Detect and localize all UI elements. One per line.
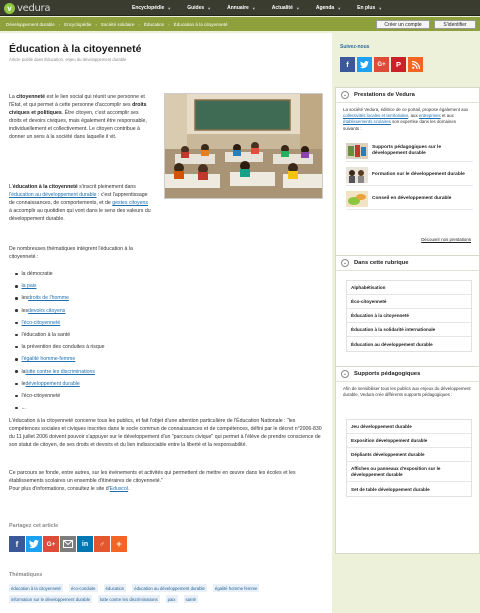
breadcrumb-bar [0,17,480,31]
classroom-photo [164,93,323,199]
entreprises-link[interactable]: entreprises [418,113,441,119]
twitter-icon[interactable] [357,57,372,72]
prestation-item[interactable] [346,188,473,210]
list-item[interactable] [15,366,155,378]
edd-link[interactable]: l'éducation au développement durable [9,192,97,198]
list-item[interactable] [15,305,155,317]
googleplus-icon[interactable]: G+ [374,57,389,72]
more-info-paragraph [9,485,323,493]
nav-item-label: Encyclopédie [132,5,165,11]
main-content [0,33,332,613]
supports-panel [335,366,480,554]
tag[interactable]: égalité homme femme [214,585,258,591]
tag[interactable]: paix [167,596,176,602]
theme-link[interactable]: développement durable [25,380,80,387]
nav-item-label: En plus [357,5,376,11]
breadcrumb-separator-icon: › [58,21,61,27]
linkedin-icon[interactable]: in [77,536,93,552]
list-item [15,268,155,280]
chevron-down-icon: ▼ [378,5,383,11]
rubrique-item[interactable]: Éducation à la solidarité internationale [347,323,471,337]
sidebar [335,33,480,613]
discover-prestations-link[interactable]: Découvrir nos prestations [421,237,471,242]
nav-item-en-plus[interactable] [349,5,390,11]
twitter-icon[interactable] [26,536,42,552]
list-item [15,329,155,341]
theme-prefix: les [21,307,29,314]
theme-link[interactable]: lutte contre les discriminations [25,368,96,375]
panel-header[interactable] [336,367,479,382]
page-title: Éducation à la citoyenneté [9,43,142,55]
text-span: L' [9,184,13,190]
more-share-icon[interactable]: + [111,536,127,552]
prestation-label: Supports pédagogiques sur le développement durable [372,144,442,156]
theme-label: la démocratie [21,271,53,278]
prestation-label: Formation sur le développement durable [372,171,465,177]
theme-link[interactable]: la paix [21,283,37,290]
chevron-down-icon: ▼ [251,5,256,11]
text-span: s'inscrit pleinement dans [77,184,136,190]
follow-title: Suivez-nous [340,44,370,50]
breadcrumb-separator-icon: › [168,21,170,27]
text-span: , aux [408,113,419,119]
breadcrumb-item[interactable]: Société solidaire [100,21,135,27]
facebook-icon[interactable]: f [340,57,355,72]
education-nationale-paragraph: L'éducation à la citoyenneté concerne tous les publics, et fait l'objet d'une attention particulière de l'Éducation Nationale : "les compétences sociales et civiques inscrites dans le socle commun de connaissances et de compétences, défini par le décret n°2006-830 du 11 juillet 2006 doivent pouvoir s'appuyer sur le développement d'un "parcours civique" qui permet à l'élève de prendre conscience de son statut de citoyen, de ses droits et devoirs et du lien indissociable entre la liberté et la responsabilité. [9,418,322,448]
chevron-down-icon: ⌄ [342,92,348,98]
theme-link[interactable]: l'éco-citoyenneté [21,319,61,326]
facebook-icon[interactable]: f [9,536,25,552]
list-item [15,402,155,414]
rubrique-item[interactable]: Éducation à la citoyenneté [347,309,471,323]
intro-paragraph [9,93,151,141]
support-item[interactable]: Jeu développement durable [347,420,471,434]
tag[interactable]: éducation au développement durable [134,585,205,591]
breadcrumb-item[interactable]: Développement durable [6,21,55,27]
text-span: à accomplir au quotidien qui vont dans le sens des valeurs du développement durable. [9,208,151,222]
nav-item-encyclopedie[interactable] [124,5,179,11]
theme-prefix: les [21,295,29,302]
list-item [15,390,155,402]
tag-list [9,584,329,603]
theme-prefix: la [21,368,26,375]
formation-thumbnail [346,167,368,183]
panel-title: Dans cette rubrique [354,260,409,266]
list-item[interactable] [15,317,155,329]
prestations-intro [336,103,479,136]
tag[interactable]: lutte contre les discriminations [100,596,158,602]
list-item[interactable] [15,378,155,390]
panel-header[interactable] [336,88,479,103]
bold-term: citoyenneté [16,94,46,100]
theme-label: l'éco-citoyenneté [21,392,61,399]
panel-header[interactable] [336,256,479,271]
etablissements-link[interactable]: établissements scolaires [343,119,391,125]
breadcrumb-item[interactable]: Éducation [143,21,165,27]
prestations-panel [335,87,480,258]
text-span: : c'est l'apprentissage de connaissances, de comportements, et de [9,192,148,206]
create-account-button[interactable]: Créer un compte [376,20,430,29]
tags-title: Thématiques [9,572,43,578]
share-title: Partagez cet article [9,523,59,529]
supports-intro: Afin de sensibiliser tous les publics aux enjeux du développement durable, Vedura crée différents supports pédagogiques : [343,386,471,398]
breadcrumb-separator-icon: › [95,21,97,27]
googleplus-icon[interactable]: G+ [43,536,59,552]
support-item[interactable]: Affiches ou panneaux d'exposition sur le développement durable [347,462,471,482]
nav-item-label: Actualité [271,5,293,11]
breadcrumb-current: Éducation à la citoyenneté [173,21,228,27]
text-span: est le lien social qui réunit une personne et l'État, et qui permet à cette personne d'accomplir ses [9,94,145,108]
nav-item-annuaire[interactable] [219,5,264,11]
chevron-down-icon: ⌄ [342,371,348,377]
chevron-down-icon: ▼ [167,5,172,11]
article-subtitle: Article publié dans Éducation, enjeu du développement durable [9,57,127,62]
nav-item-label: Agenda [315,5,335,11]
follow-buttons [340,57,423,72]
list-item[interactable] [15,292,155,304]
nav-item-label: Annuaire [227,5,249,11]
chevron-down-icon: ▼ [295,5,300,11]
classroom-image [165,94,323,199]
supports-thumbnail [346,143,368,159]
nav-item-actualite[interactable] [264,5,308,11]
pinterest-icon[interactable]: P [391,57,406,72]
tag[interactable]: santé [185,596,197,602]
theme-label: ... [21,405,26,412]
list-item[interactable] [15,280,155,292]
top-bar [0,0,480,16]
text-span: son expertise dans les domaines suivants : [343,119,457,131]
breadcrumb [6,17,228,31]
tag[interactable]: information sur le développement durable [11,596,91,602]
conseil-thumbnail [346,191,368,207]
collectivites-link[interactable]: collectivités locales et territoriales [343,113,409,119]
rss-icon[interactable] [408,57,423,72]
eduscol-link[interactable]: Eduscol [109,486,129,492]
text-span: Pour plus d'informations, consultez le site d' [9,486,110,492]
article [9,43,323,602]
text-span: . [128,486,130,492]
support-item[interactable]: Dépliants développement durable [347,448,471,462]
viadeo-icon[interactable]: ♂ [94,536,110,552]
prestation-item[interactable] [346,164,473,186]
gestes-citoyens-link[interactable]: gestes citoyens [112,200,148,206]
theme-link[interactable]: l'égalité homme-femme [21,356,76,363]
text-span: et aux [440,113,454,119]
login-button[interactable]: S'identifier [434,20,476,29]
support-item[interactable]: Exposition développement durable [347,434,471,448]
theme-label: l'éducation à la santé [21,332,71,339]
edd-paragraph [9,183,151,223]
themes-intro: De nombreuses thématiques intègrent l'éducation à la citoyenneté : [9,246,133,260]
theme-prefix: le [21,380,26,387]
email-icon[interactable] [60,536,76,552]
breadcrumb-item[interactable]: Encyclopédie [64,21,92,27]
rubrique-item[interactable]: Alphabétisation [347,281,471,295]
vedura-logo[interactable] [4,2,50,14]
share-buttons [9,536,127,552]
theme-link[interactable]: devoirs citoyens [28,307,66,314]
vedura-logo-icon: v [4,3,15,14]
list-item [15,341,155,353]
tag[interactable]: éducation [105,585,125,591]
panel-title: Supports pédagogiques [354,371,421,377]
rubrique-list [346,280,472,352]
bold-term: éducation à la citoyenneté [12,184,78,190]
chevron-down-icon: ▼ [207,5,212,11]
parcours-paragraph: Ce parcours se fonde, entre autres, sur les événements et activités qui permettent de mettre en œuvre dans les écoles et les établissements scolaires un ensemble d'itinéraires de citoyenneté." [9,470,296,484]
text-span: La [9,94,17,100]
support-item[interactable]: Set de table développement durable [351,486,430,492]
chevron-down-icon: ⌄ [342,260,348,266]
main-nav [124,0,390,16]
rubrique-item[interactable]: Éco-citoyenneté [347,295,471,309]
prestation-item[interactable] [346,140,473,162]
theme-label: la prévention des conduites à risque [21,344,105,351]
nav-item-guides[interactable] [179,5,219,11]
text-span: La société Vedura, éditrice de ce portail, propose également aux [343,107,469,112]
rubrique-item[interactable]: Éducation au développement durable [351,341,433,347]
bold-term: droits civiques et politiques [9,102,147,116]
list-item[interactable] [15,353,155,365]
chevron-down-icon: ▼ [337,5,342,11]
panel-title: Prestations de Vedura [354,92,415,98]
theme-link[interactable]: droits de l'homme [28,295,69,302]
logo-text: vedura [17,2,51,14]
themes-list [15,268,155,414]
nav-item-agenda[interactable] [308,5,349,11]
supports-list [346,419,472,497]
nav-item-label: Guides [187,5,205,11]
text-span: . Être citoyen, c'est accomplir ses droits et devoirs civiques, mais également être responsable, individuellement et collectivement. Le citoyen contribue à donner un sens à la société dans laquelle il vit. [9,110,147,140]
prestation-label: Conseil en développement durable [372,195,452,201]
tag[interactable]: éco-conduite [70,585,96,591]
breadcrumb-separator-icon: › [138,21,140,27]
tag[interactable]: éducation à la citoyenneté [11,585,61,591]
